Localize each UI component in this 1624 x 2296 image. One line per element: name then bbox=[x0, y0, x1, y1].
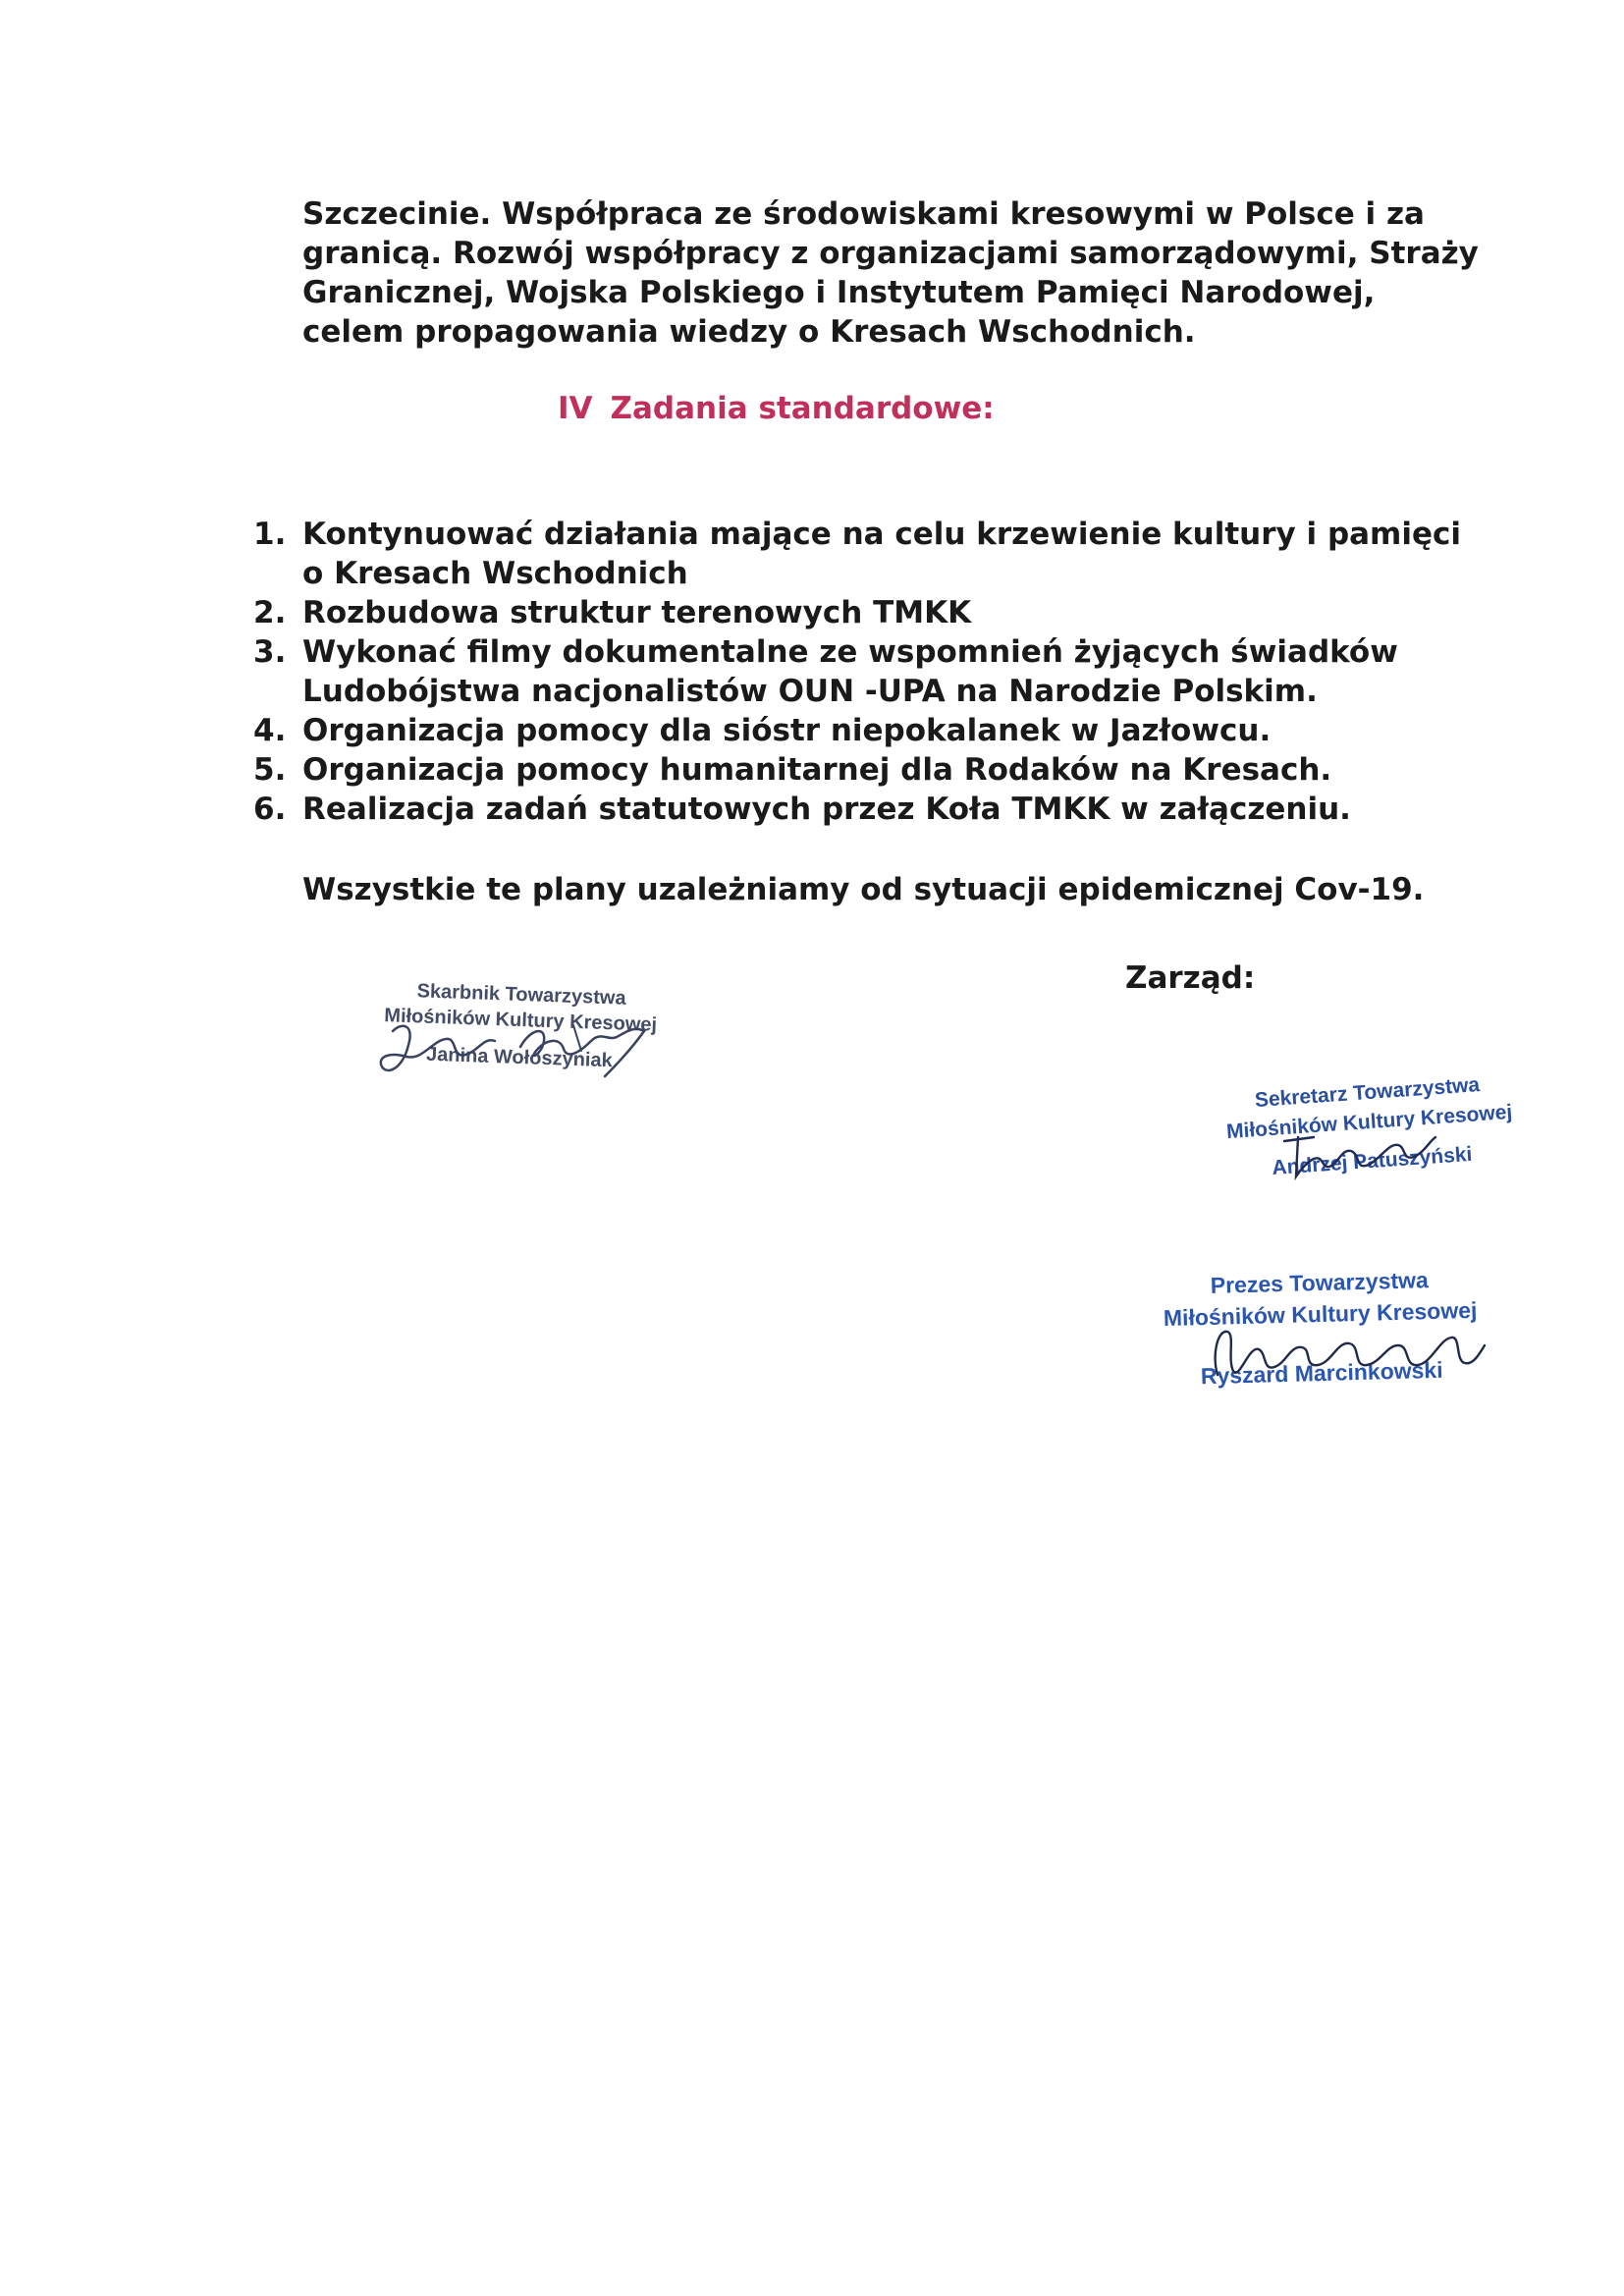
list-item bbox=[253, 593, 1481, 632]
list-item-continuation: o Kresach Wschodnich bbox=[302, 556, 688, 591]
list-item-number: 1. bbox=[253, 517, 287, 552]
list-item bbox=[253, 632, 1481, 711]
treasurer-stamp bbox=[333, 975, 709, 1076]
stamp-line: Andrzej Patuszyński bbox=[1271, 1142, 1474, 1180]
list-item-number: 2. bbox=[253, 595, 287, 630]
section-number: IV bbox=[558, 391, 593, 426]
list-item-line: Kontynuować działania mające na celu krzewienie kultury i pamięci bbox=[302, 517, 1462, 552]
list-item bbox=[253, 750, 1481, 790]
stamp-line: Miłośników Kultury Kresowej bbox=[1225, 1100, 1513, 1144]
intro-line: Szczecinie. Współpraca ze środowiskami kresowymi w Polsce i za bbox=[302, 196, 1425, 232]
secretary-stamp bbox=[1185, 1066, 1554, 1189]
list-item-text bbox=[302, 750, 1331, 790]
task-list bbox=[253, 515, 1481, 829]
board-label: Zarząd: bbox=[1125, 960, 1256, 996]
list-item-text bbox=[302, 790, 1351, 829]
list-item-text bbox=[302, 632, 1398, 711]
list-item-line: Rozbudowa struktur terenowych TMKK bbox=[302, 595, 972, 630]
list-item-text bbox=[302, 711, 1271, 750]
intro-paragraph bbox=[302, 194, 1479, 352]
stamp-line: Sekretarz Towarzystwa bbox=[1254, 1073, 1481, 1113]
intro-line: granicą. Rozwój współpracy z organizacjami samorządowymi, Straży bbox=[302, 236, 1479, 271]
intro-line: celem propagowania wiedzy o Kresach Wschodnich. bbox=[302, 314, 1196, 350]
president-stamp bbox=[1127, 1262, 1513, 1394]
section-title: Zadania standardowe: bbox=[610, 391, 995, 426]
list-item-line: Organizacja pomocy dla sióstr niepokalanek w Jazłowcu. bbox=[302, 713, 1272, 748]
stamp-line: Miłośników Kultury Kresowej bbox=[1163, 1296, 1478, 1332]
stamp-line: Skarbnik Towarzystwa bbox=[416, 980, 626, 1010]
list-item-number: 4. bbox=[253, 713, 287, 748]
list-item bbox=[253, 790, 1481, 829]
list-item bbox=[253, 515, 1481, 593]
stamp-line: Prezes Towarzystwa bbox=[1210, 1267, 1430, 1298]
list-item-line: Organizacja pomocy humanitarnej dla Rodaków na Kresach. bbox=[302, 752, 1332, 788]
stamp-line: Ryszard Marcinkowski bbox=[1200, 1356, 1443, 1390]
intro-line: Granicznej, Wojska Polskiego i Instytutem Pamięci Narodowej, bbox=[302, 275, 1376, 310]
list-item-text bbox=[302, 515, 1461, 593]
stamp-line: Janina Wołoszyniak bbox=[425, 1043, 614, 1072]
closing-statement: Wszystkie te plany uzależniamy od sytuacji epidemicznej Cov-19. bbox=[302, 872, 1425, 907]
stamp-line: Miłośników Kultury Kresowej bbox=[383, 1005, 658, 1036]
section-heading bbox=[558, 391, 995, 426]
list-item-line: Wykonać filmy dokumentalne ze wspomnień żyjących świadków bbox=[302, 634, 1398, 670]
list-item-number: 5. bbox=[253, 752, 287, 788]
list-item bbox=[253, 711, 1481, 750]
list-item-number: 6. bbox=[253, 792, 287, 827]
list-item-continuation: Ludobójstwa nacjonalistów OUN -UPA na Narodzie Polskim. bbox=[302, 674, 1318, 709]
list-item-line: Realizacja zadań statutowych przez Koła TMKK w załączeniu. bbox=[302, 792, 1351, 827]
list-item-text bbox=[302, 593, 971, 632]
list-item-number: 3. bbox=[253, 634, 287, 670]
